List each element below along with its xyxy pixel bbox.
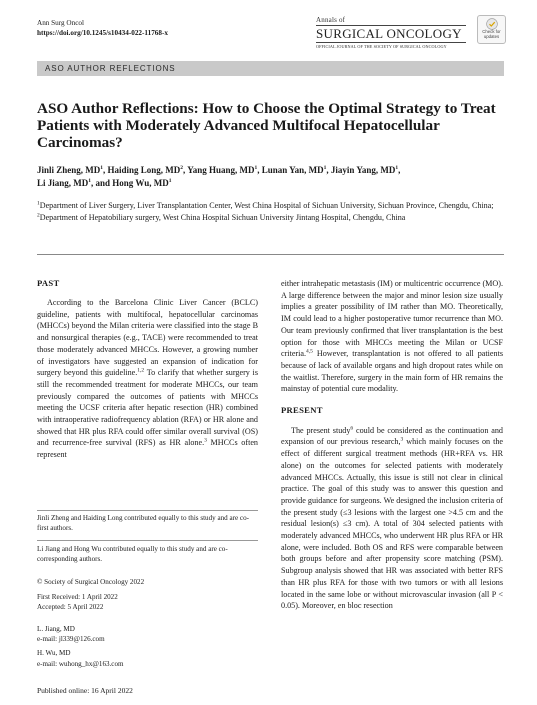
journal-logo bbox=[316, 16, 466, 49]
footnote-rule bbox=[37, 510, 258, 511]
check-badge-line2: updates bbox=[483, 33, 500, 39]
footnote-cofirst: Jinli Zheng and Haiding Long contributed equally to this study and are co-first authors. bbox=[37, 514, 249, 533]
past-heading: PAST bbox=[37, 278, 60, 288]
right-column bbox=[281, 278, 503, 612]
contact-email[interactable]: e-mail: jl339@126.com bbox=[37, 635, 105, 644]
author-name: Jiayin Yang, MD bbox=[330, 165, 396, 175]
journal-ref: Ann Surg Oncol bbox=[37, 19, 84, 27]
journal-logo-subtitle: OFFICIAL JOURNAL OF THE SOCIETY OF SURGICAL ONCOLOGY bbox=[316, 44, 447, 49]
section-banner bbox=[37, 61, 504, 76]
contact-name: H. Wu, MD bbox=[37, 649, 71, 658]
journal-logo-top: Annals of bbox=[316, 16, 346, 24]
doi-link[interactable]: https://doi.org/10.1245/s10434-022-11768-x bbox=[37, 29, 168, 37]
accepted-date: Accepted: 5 April 2022 bbox=[37, 603, 104, 612]
present-heading: PRESENT bbox=[281, 405, 323, 416]
left-column bbox=[37, 278, 258, 461]
journal-logo-title: SURGICAL ONCOLOGY bbox=[316, 26, 462, 41]
copyright-line: © Society of Surgical Oncology 2022 bbox=[37, 578, 145, 586]
footnote-rule bbox=[37, 540, 258, 541]
affiliations: $^1$Department of Liver Surgery, Liver Transplantation Center, West China Hospital of Sichuan University, Sichuan Province, Chengdu, China; $^2$Department of Hepatobiliary surgery, West China Hospital Sichuan University Jintang Hospital, Chengdu, China bbox=[37, 200, 494, 222]
author-name: Hong Wu, MD bbox=[112, 178, 169, 188]
section-label: ASO AUTHOR REFLECTIONS bbox=[45, 64, 176, 73]
contact-email[interactable]: e-mail: wuhong_hx@163.com bbox=[37, 659, 124, 668]
article-title: ASO Author Reflections: How to Choose the Optimal Strategy to Treat Patients with Moderately Advanced Multifocal Hepatocellular Carcinomas? bbox=[37, 100, 496, 151]
published-date: Published online: 16 April 2022 bbox=[37, 686, 133, 695]
header-rule bbox=[37, 254, 504, 255]
received-date: First Received: 1 April 2022 bbox=[37, 593, 118, 602]
footnote-cocorresponding: Li Jiang and Hong Wu contributed equally to this study and are co-corresponding authors. bbox=[37, 545, 228, 564]
check-badge-line1: Check for bbox=[482, 29, 501, 34]
author-name: Li Jiang, MD bbox=[37, 178, 89, 188]
author-name: Lunan Yan, MD bbox=[261, 165, 324, 175]
author-name: Haiding Long, MD bbox=[107, 165, 181, 175]
corresponding-contacts bbox=[37, 624, 258, 669]
author-list: Jinli Zheng, $MD^1$, Haiding Long, $MD^2$, Yang Huang, $MD^1$, Lunan Yan, $MD^1$, Jiayin Yang, $MD^1$, Li Jiang, $MD^1$, and Hong Wu, $MD^1$ bbox=[37, 165, 401, 188]
author-name: Yang Huang, MD bbox=[187, 165, 255, 175]
contact-name: L. Jiang, MD bbox=[37, 625, 75, 633]
author-name: Jinli Zheng, MD bbox=[37, 165, 101, 175]
article-dates bbox=[37, 577, 258, 613]
past-paragraph-continued: either intrahepatic metastasis (IM) or multicentric occurrence (MO). A large difference between the major and minor lesion size usually implies a greater possibility of IM rather than MO. Theoretically, IM could lead to a higher postoperative tumor recurrence than MO. Our team previously confirmed that liver transplantation is the best option for those with MHCCs meeting the Milan or UCSF criteria.$^{4,5}$ However, transplantation is not offered to all patients because of lack of available organs and high dropout rates while on the waitlist. Therefore, surgery in the main form of HR remains the mainstay of potential cure modality. bbox=[281, 279, 503, 394]
check-for-updates-badge[interactable] bbox=[477, 15, 506, 44]
past-paragraph: According to the Barcelona Clinic Liver Cancer (BCLC) guideline, patients with multifocal, hepatocellular carcinomas (MHCCs) beyond the Milan criteria were classified into the stage B and nonsurgical therapies (e.g., TACE) were recommended to treat those moderately advanced MHCCs. However, a growing number of investigators have suggested an expansion of indication for surgery beyond this guideline.$^{1,2}$ To clarify that whether surgery is still the recommended treatment for moderate MHCCs, our team previously compared the outcomes of patients with MHCCs meeting the UCSF criteria after hepatic resection (HR) combined with intraoperative radiofrequency ablation (RFA) or HR alone and showed that HR plus RFA could offer similar overall survival (OS) and recurrence-free survival (RFS) as HR alone.$^3$ MHCCs often represent bbox=[37, 298, 258, 460]
journal-header bbox=[37, 18, 168, 38]
present-paragraph: The present study$^6$ could be considered as the continuation and expansion of our previous research,$^3$ which mainly focuses on the effect of different surgical treatment methods (HR+RFA vs. HR alone) on the outcomes for selected patients with moderately advanced MHCCs. Actually, this issue is still not clear in clinical practice. The goal of this study was to answer this question and provide guidance for surgeons. We designed the inclusion criteria of the present study (≤3 lesions with the largest one >4.5 cm and the residual lesion(s) ≤3 cm). A total of 304 selected patients with moderately advanced MHCCs, who underwent HR plus RFA or HR alone, were included. Both OS and RFS were comparable between both groups before and after propensity score matching (PSM). Subgroup analysis showed that HR was associated with better RFS than HR plus RFA for those with two tumors or with all lesions located in the same lobe or without microvascular invasion (all P < 0.05). Moreover, en bloc resection bbox=[281, 425, 504, 611]
